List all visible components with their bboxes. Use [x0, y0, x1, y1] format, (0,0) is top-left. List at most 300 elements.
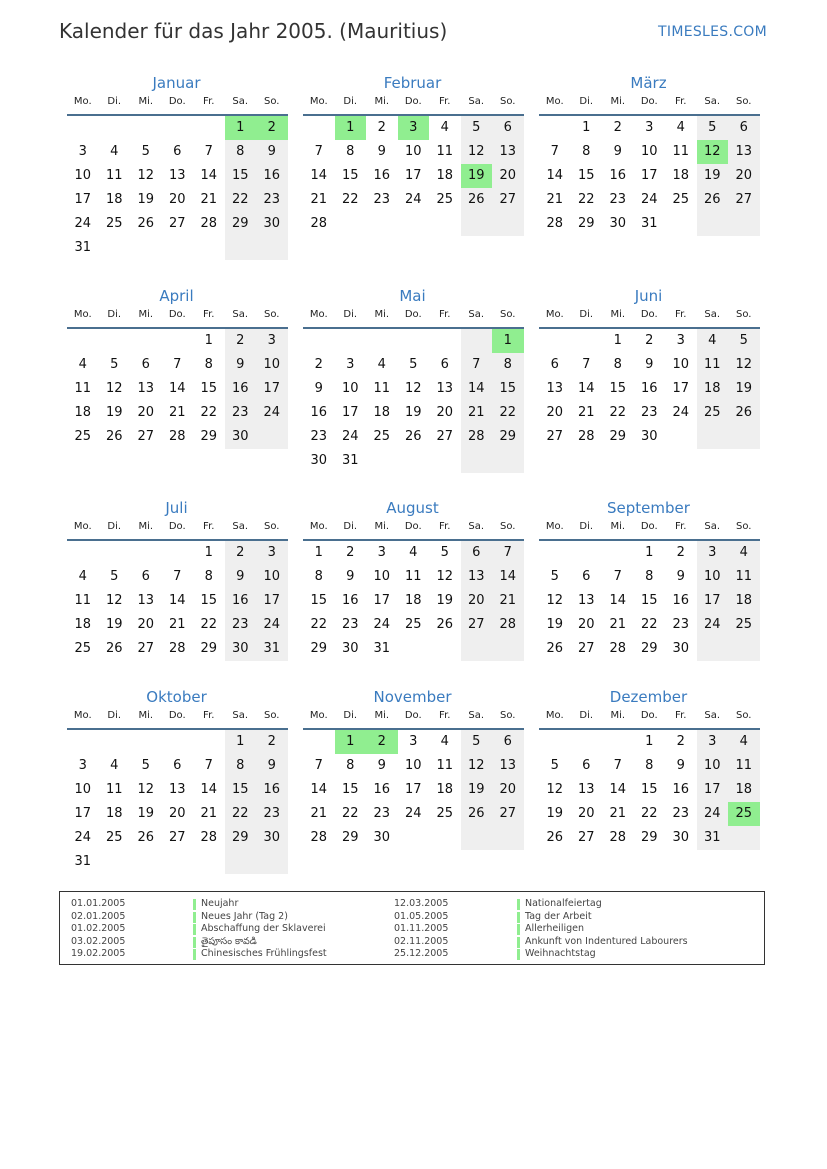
holiday-date: 01.02.2005	[71, 923, 126, 934]
day-cell: 18	[404, 593, 422, 608]
holiday-name: Abschaffung der Sklaverei	[201, 923, 326, 934]
day-cell: 11	[105, 782, 123, 797]
weekday-label: Sa.	[704, 521, 721, 532]
day-cell: 28	[310, 830, 328, 845]
holiday-date: 02.01.2005	[71, 910, 126, 922]
day-cell: 16	[225, 589, 257, 613]
holiday-date: 01.11.2005	[394, 923, 449, 934]
day-cell: 14	[168, 593, 186, 608]
day-cell: 4	[409, 545, 418, 560]
day-grid	[539, 541, 760, 661]
empty-cell	[492, 449, 524, 473]
day-cell: 6	[141, 569, 150, 584]
holiday-name: Weihnachtstag	[525, 948, 596, 959]
weekday-label: Sa.	[468, 309, 485, 320]
holiday-date: 03.02.2005	[71, 935, 126, 947]
empty-cell	[461, 449, 493, 473]
weekday-label: Mo.	[309, 521, 328, 532]
month-september	[539, 497, 760, 661]
day-cell: 7	[550, 144, 559, 159]
day-cell: 9	[314, 381, 323, 396]
day-cell: 24	[404, 806, 422, 821]
day-cell: 31	[697, 826, 729, 850]
weekday-label: So.	[264, 96, 280, 107]
weekday-label: Fr.	[675, 96, 687, 107]
holiday-marker	[517, 949, 520, 960]
empty-cell	[571, 541, 603, 565]
day-cell: 13	[492, 140, 524, 164]
day-cell: 28	[310, 216, 328, 231]
empty-cell	[492, 637, 524, 661]
day-cell: 15	[640, 782, 658, 797]
day-cell: 23	[256, 802, 288, 826]
weekday-label: Fr.	[439, 521, 451, 532]
holiday-name: Neujahr	[201, 898, 239, 909]
month-name: Juli	[165, 499, 188, 517]
day-cell: 8	[204, 357, 213, 372]
day-cell: 29	[577, 216, 595, 231]
day-cell: 11	[697, 353, 729, 377]
day-cell: 18	[728, 589, 760, 613]
day-cell: 26	[461, 802, 493, 826]
day-cell: 20	[546, 405, 564, 420]
day-cell: 3	[256, 541, 288, 565]
day-cell: 9	[256, 754, 288, 778]
day-cell: 18	[697, 377, 729, 401]
day-cell: 10	[74, 168, 92, 183]
day-cell: 8	[582, 144, 591, 159]
weekday-label: Mi.	[138, 309, 154, 320]
day-cell: 21	[168, 617, 186, 632]
day-cell: 28	[609, 830, 627, 845]
month-märz	[539, 72, 760, 236]
day-cell: 8	[645, 569, 654, 584]
day-cell: 6	[582, 758, 591, 773]
day-cell: 7	[173, 357, 182, 372]
holiday-day-cell: 1	[335, 730, 367, 754]
weekday-label: So.	[500, 96, 516, 107]
empty-cell	[162, 541, 194, 565]
day-cell: 28	[200, 216, 218, 231]
month-april	[67, 285, 288, 449]
day-cell: 5	[110, 357, 119, 372]
day-cell: 30	[310, 453, 328, 468]
day-cell: 7	[613, 758, 622, 773]
weekday-label: Di.	[579, 521, 594, 532]
day-cell: 31	[74, 854, 92, 869]
day-cell: 23	[225, 613, 257, 637]
day-cell: 26	[105, 429, 123, 444]
day-cell: 5	[697, 116, 729, 140]
day-cell: 17	[74, 806, 92, 821]
holiday-day-cell: 25	[728, 802, 760, 826]
day-cell: 2	[256, 730, 288, 754]
day-cell: 20	[577, 806, 595, 821]
empty-cell	[571, 329, 603, 353]
day-cell: 29	[310, 641, 328, 656]
day-cell: 1	[645, 545, 654, 560]
day-cell: 30	[225, 425, 257, 449]
day-cell: 12	[461, 140, 493, 164]
day-cell: 30	[341, 641, 359, 656]
weekday-header	[303, 94, 524, 116]
holiday-name: Tag der Arbeit	[525, 910, 592, 922]
day-cell: 19	[728, 377, 760, 401]
day-cell: 7	[314, 758, 323, 773]
day-cell: 15	[609, 381, 627, 396]
empty-cell	[67, 329, 99, 353]
day-cell: 22	[341, 806, 359, 821]
day-cell: 8	[346, 758, 355, 773]
empty-cell	[130, 850, 162, 874]
weekday-label: Sa.	[468, 96, 485, 107]
day-cell: 25	[105, 216, 123, 231]
day-cell: 21	[577, 405, 595, 420]
day-cell: 11	[404, 569, 422, 584]
holiday-day-cell: 1	[492, 329, 524, 353]
day-grid	[67, 329, 288, 449]
day-cell: 5	[461, 730, 493, 754]
day-cell: 22	[577, 192, 595, 207]
empty-cell	[303, 116, 335, 140]
day-cell: 9	[225, 565, 257, 589]
day-cell: 3	[346, 357, 355, 372]
day-cell: 20	[168, 806, 186, 821]
day-cell: 25	[697, 401, 729, 425]
page-title: Kalender für das Jahr 2005. (Mauritius)	[59, 19, 448, 43]
day-cell: 11	[74, 381, 92, 396]
day-cell: 15	[640, 593, 658, 608]
day-cell: 5	[550, 758, 559, 773]
day-cell: 5	[141, 758, 150, 773]
day-cell: 27	[168, 216, 186, 231]
day-cell: 2	[225, 541, 257, 565]
empty-cell	[492, 826, 524, 850]
holiday-marker	[517, 899, 520, 910]
day-cell: 27	[137, 429, 155, 444]
day-cell: 27	[728, 188, 760, 212]
day-cell: 31	[341, 453, 359, 468]
holiday-date: 19.02.2005	[71, 948, 126, 959]
day-cell: 28	[492, 613, 524, 637]
day-cell: 12	[137, 168, 155, 183]
weekday-label: Mo.	[309, 96, 328, 107]
day-cell: 26	[546, 641, 564, 656]
day-cell: 28	[577, 429, 595, 444]
month-name: April	[159, 287, 194, 305]
day-cell: 26	[436, 617, 454, 632]
day-cell: 13	[436, 381, 454, 396]
empty-cell	[461, 826, 493, 850]
day-cell: 12	[461, 754, 493, 778]
weekday-label: Do.	[404, 710, 422, 721]
weekday-header	[539, 307, 760, 329]
day-cell: 19	[105, 405, 123, 420]
empty-cell	[539, 329, 571, 353]
day-cell: 29	[640, 830, 658, 845]
day-cell: 5	[440, 545, 449, 560]
day-cell: 10	[697, 565, 729, 589]
weekday-label: So.	[736, 309, 752, 320]
holiday-date: 01.01.2005	[71, 898, 126, 909]
weekday-label: Do.	[640, 521, 658, 532]
weekday-label: Mi.	[610, 710, 626, 721]
day-cell: 30	[256, 826, 288, 850]
day-cell: 28	[609, 641, 627, 656]
day-cell: 3	[645, 120, 654, 135]
empty-cell	[99, 850, 131, 874]
weekday-label: So.	[500, 521, 516, 532]
day-cell: 25	[74, 641, 92, 656]
day-cell: 1	[314, 545, 323, 560]
day-cell: 3	[78, 144, 87, 159]
day-cell: 8	[346, 144, 355, 159]
month-name: Juni	[634, 287, 663, 305]
day-cell: 13	[728, 140, 760, 164]
weekday-header	[539, 519, 760, 541]
day-cell: 11	[672, 144, 690, 159]
day-cell: 17	[341, 405, 359, 420]
day-cell: 5	[409, 357, 418, 372]
day-cell: 15	[200, 381, 218, 396]
weekday-label: Di.	[579, 96, 594, 107]
day-cell: 21	[168, 405, 186, 420]
day-cell: 19	[137, 192, 155, 207]
day-cell: 13	[461, 565, 493, 589]
day-cell: 3	[697, 730, 729, 754]
empty-cell	[728, 637, 760, 661]
weekday-label: Fr.	[203, 710, 215, 721]
empty-cell	[366, 329, 398, 353]
month-januar	[67, 72, 288, 260]
day-cell: 14	[461, 377, 493, 401]
day-cell: 27	[492, 802, 524, 826]
weekday-label: Mo.	[545, 710, 564, 721]
day-cell: 26	[728, 401, 760, 425]
weekday-label: Mi.	[374, 96, 390, 107]
weekday-label: Mi.	[374, 309, 390, 320]
day-cell: 1	[645, 734, 654, 749]
day-cell: 10	[404, 144, 422, 159]
weekday-label: Mi.	[610, 521, 626, 532]
day-cell: 6	[492, 730, 524, 754]
holiday-name: Allerheiligen	[525, 923, 585, 934]
day-cell: 17	[672, 381, 690, 396]
empty-cell	[665, 212, 697, 236]
empty-cell	[130, 329, 162, 353]
month-name: Oktober	[146, 688, 207, 706]
day-cell: 13	[137, 593, 155, 608]
weekday-label: Mi.	[138, 96, 154, 107]
empty-cell	[256, 850, 288, 874]
weekday-label: Sa.	[468, 521, 485, 532]
day-cell: 5	[550, 569, 559, 584]
day-cell: 20	[461, 589, 493, 613]
weekday-label: Fr.	[203, 309, 215, 320]
weekday-label: Do.	[168, 710, 186, 721]
day-cell: 24	[373, 617, 391, 632]
day-cell: 26	[137, 830, 155, 845]
weekday-label: So.	[500, 309, 516, 320]
empty-cell	[99, 236, 131, 260]
day-cell: 21	[492, 589, 524, 613]
day-cell: 12	[436, 569, 454, 584]
day-cell: 29	[200, 429, 218, 444]
day-cell: 30	[640, 429, 658, 444]
empty-cell	[303, 730, 335, 754]
weekday-label: Di.	[579, 710, 594, 721]
weekday-label: Mo.	[545, 309, 564, 320]
day-cell: 13	[168, 168, 186, 183]
day-cell: 18	[74, 617, 92, 632]
day-cell: 19	[137, 806, 155, 821]
holiday-row	[60, 898, 760, 911]
empty-cell	[130, 116, 162, 140]
empty-cell	[429, 212, 461, 236]
holiday-name: Nationalfeiertag	[525, 898, 602, 909]
weekday-label: Fr.	[439, 96, 451, 107]
day-cell: 22	[609, 405, 627, 420]
day-grid	[539, 329, 760, 449]
day-cell: 24	[672, 405, 690, 420]
month-mai	[303, 285, 524, 473]
day-cell: 29	[200, 641, 218, 656]
day-cell: 8	[204, 569, 213, 584]
month-name: März	[630, 74, 667, 92]
day-cell: 18	[105, 192, 123, 207]
weekday-label: So.	[264, 309, 280, 320]
holiday-day-cell: 1	[335, 116, 367, 140]
day-cell: 11	[728, 565, 760, 589]
day-cell: 24	[341, 429, 359, 444]
day-cell: 25	[728, 613, 760, 637]
day-cell: 6	[141, 357, 150, 372]
day-grid	[67, 541, 288, 661]
day-cell: 17	[404, 168, 422, 183]
holiday-day-cell: 2	[256, 116, 288, 140]
month-november	[303, 686, 524, 850]
empty-cell	[130, 541, 162, 565]
day-cell: 7	[492, 541, 524, 565]
day-cell: 25	[672, 192, 690, 207]
day-cell: 16	[672, 593, 690, 608]
day-cell: 16	[225, 377, 257, 401]
empty-cell	[162, 730, 194, 754]
weekday-header	[539, 708, 760, 730]
day-cell: 3	[377, 545, 386, 560]
day-grid	[303, 329, 524, 473]
holiday-row	[60, 911, 760, 924]
day-cell: 24	[697, 613, 729, 637]
weekday-label: Di.	[107, 309, 122, 320]
day-cell: 11	[74, 593, 92, 608]
day-cell: 13	[492, 754, 524, 778]
empty-cell	[539, 730, 571, 754]
weekday-label: Sa.	[468, 710, 485, 721]
day-cell: 17	[697, 778, 729, 802]
day-cell: 20	[492, 778, 524, 802]
weekday-label: Mo.	[545, 521, 564, 532]
empty-cell	[539, 541, 571, 565]
day-cell: 13	[546, 381, 564, 396]
day-grid	[539, 730, 760, 850]
day-cell: 25	[404, 617, 422, 632]
day-cell: 20	[168, 192, 186, 207]
day-cell: 6	[173, 144, 182, 159]
day-cell: 27	[436, 429, 454, 444]
day-cell: 3	[676, 333, 685, 348]
day-cell: 2	[377, 120, 386, 135]
day-cell: 14	[200, 168, 218, 183]
empty-cell	[256, 236, 288, 260]
empty-cell	[665, 425, 697, 449]
day-cell: 21	[546, 192, 564, 207]
empty-cell	[697, 425, 729, 449]
day-cell: 20	[728, 164, 760, 188]
day-cell: 18	[74, 405, 92, 420]
day-cell: 4	[78, 569, 87, 584]
day-cell: 15	[341, 168, 359, 183]
weekday-label: So.	[736, 710, 752, 721]
day-cell: 11	[436, 758, 454, 773]
empty-cell	[193, 116, 225, 140]
day-cell: 9	[256, 140, 288, 164]
day-grid	[303, 541, 524, 661]
day-cell: 22	[310, 617, 328, 632]
day-cell: 10	[373, 569, 391, 584]
day-cell: 18	[728, 778, 760, 802]
day-cell: 27	[137, 641, 155, 656]
day-cell: 25	[436, 806, 454, 821]
day-cell: 16	[256, 778, 288, 802]
day-cell: 26	[404, 429, 422, 444]
weekday-label: Di.	[343, 710, 358, 721]
day-cell: 7	[314, 144, 323, 159]
day-cell: 16	[341, 593, 359, 608]
day-cell: 18	[436, 782, 454, 797]
day-cell: 12	[404, 381, 422, 396]
day-cell: 13	[137, 381, 155, 396]
day-cell: 16	[640, 381, 658, 396]
day-grid	[67, 730, 288, 874]
weekday-header	[67, 519, 288, 541]
empty-cell	[461, 637, 493, 661]
day-cell: 29	[225, 212, 257, 236]
day-cell: 17	[697, 589, 729, 613]
day-cell: 22	[200, 405, 218, 420]
day-cell: 29	[225, 826, 257, 850]
holiday-row	[60, 948, 760, 961]
day-cell: 20	[436, 405, 454, 420]
day-cell: 16	[310, 405, 328, 420]
day-cell: 25	[105, 830, 123, 845]
day-cell: 19	[105, 617, 123, 632]
day-cell: 14	[168, 381, 186, 396]
day-cell: 5	[461, 116, 493, 140]
month-name: September	[607, 499, 690, 517]
empty-cell	[366, 212, 398, 236]
weekday-label: Do.	[640, 309, 658, 320]
holiday-date: 12.03.2005	[394, 898, 449, 909]
day-cell: 2	[676, 734, 685, 749]
day-cell: 24	[74, 830, 92, 845]
day-cell: 17	[256, 377, 288, 401]
day-cell: 16	[373, 168, 391, 183]
weekday-label: So.	[264, 521, 280, 532]
brand-link[interactable]: TIMESLES.COM	[658, 24, 767, 40]
weekday-label: Mo.	[309, 309, 328, 320]
day-cell: 20	[492, 164, 524, 188]
